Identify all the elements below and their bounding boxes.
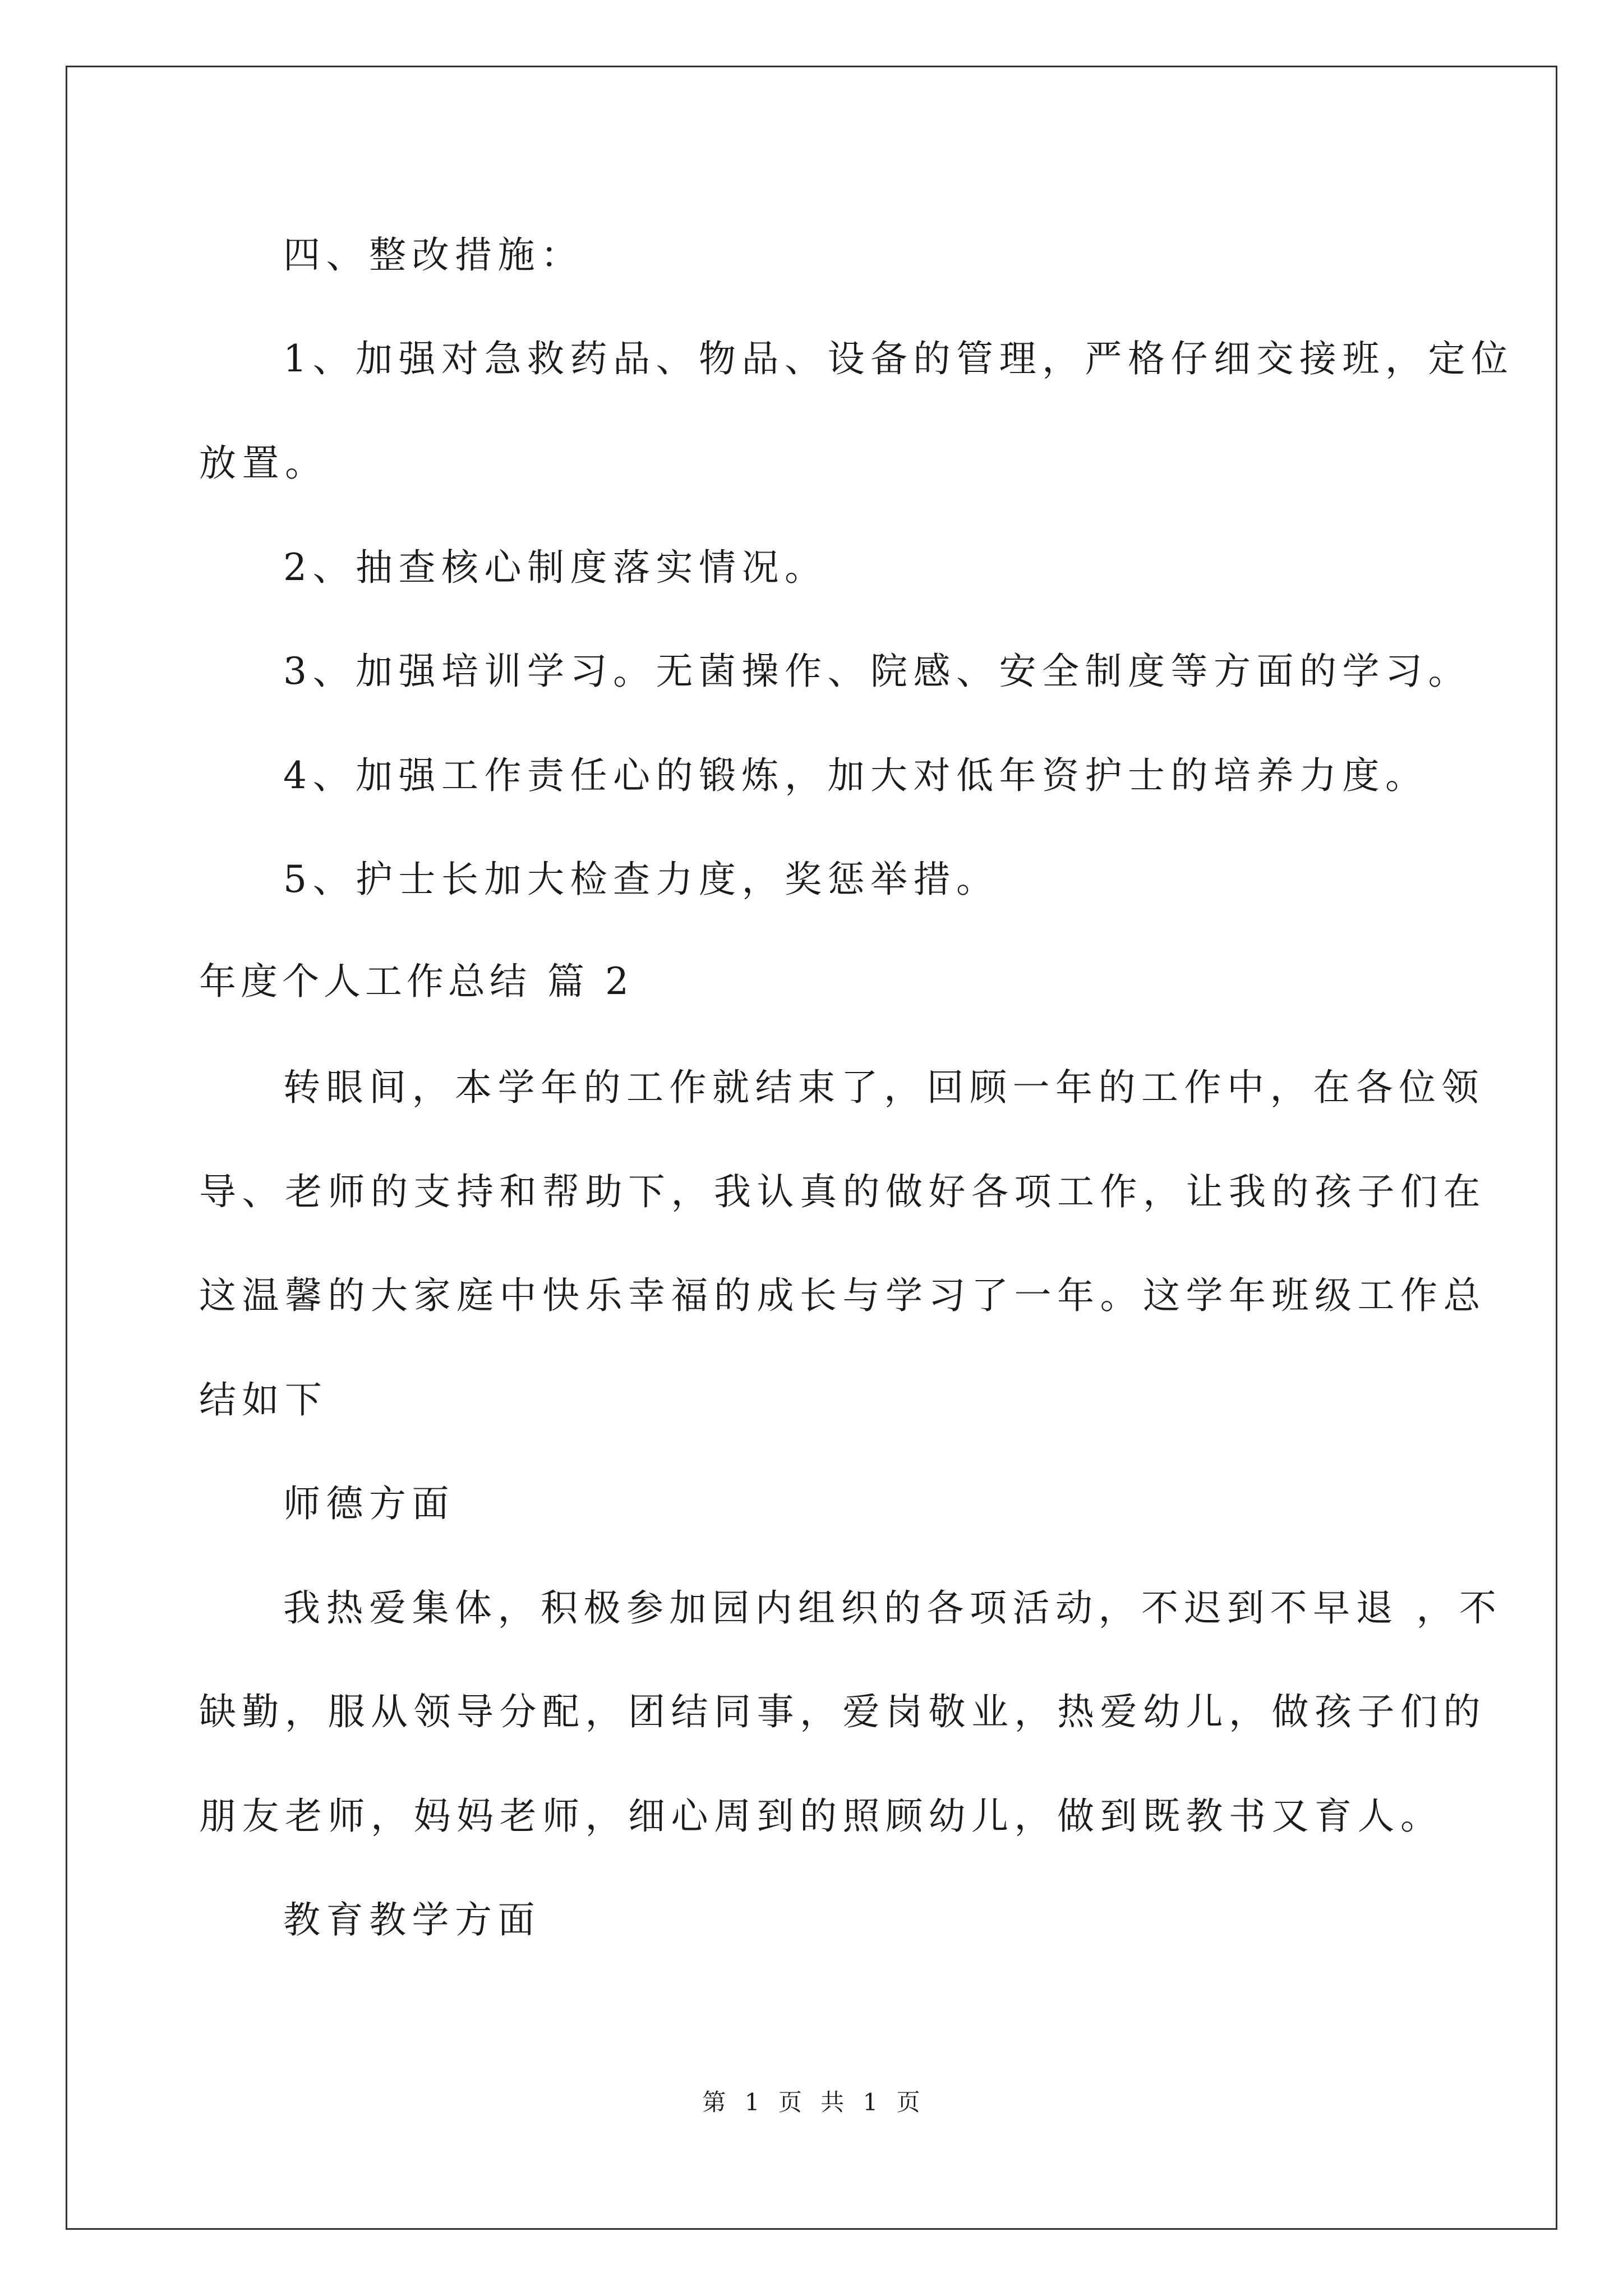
paragraph-line: 2、抽查核心制度落实情况。 [283,546,828,589]
paragraph-line: 导、老师的支持和帮助下，我认真的做好各项工作，让我的孩子们在 [199,1170,1486,1213]
article-title: 年度个人工作总结 篇 2 [199,960,633,1003]
paragraph-line: 缺勤，服从领导分配，团结同事，爱岗敬业，热爱幼儿，做孩子们的 [199,1690,1486,1733]
paragraph-line: 我热爱集体，积极参加园内组织的各项活动，不迟到不早退 ，不 [283,1586,1502,1630]
paragraph-line: 结如下 [199,1378,328,1421]
section-heading-rectification: 四、整改措施： [283,233,584,277]
paragraph-line: 1、加强对急救药品、物品、设备的管理，严格仔细交接班，定位 [283,337,1514,380]
paragraph-line: 这温馨的大家庭中快乐幸福的成长与学习了一年。这学年班级工作总 [199,1274,1486,1317]
section-heading-teaching: 教育教学方面 [283,1898,541,1941]
paragraph-line: 放置。 [199,441,328,485]
paragraph-line: 5、护士长加大检查力度，奖惩举措。 [283,858,999,901]
section-heading-ethics: 师德方面 [283,1482,455,1525]
page-number-footer: 第 1 页 共 1 页 [702,2088,921,2116]
paragraph-line: 3、加强培训学习。无菌操作、院感、安全制度等方面的学习。 [283,650,1471,693]
paragraph-line: 朋友老师，妈妈老师，细心周到的照顾幼儿，做到既教书又育人。 [199,1795,1444,1838]
paragraph-line: 4、加强工作责任心的锻炼，加大对低年资护士的培养力度。 [283,754,1428,797]
paragraph-line: 转眼间，本学年的工作就结束了，回顾一年的工作中，在各位领 [283,1066,1484,1109]
